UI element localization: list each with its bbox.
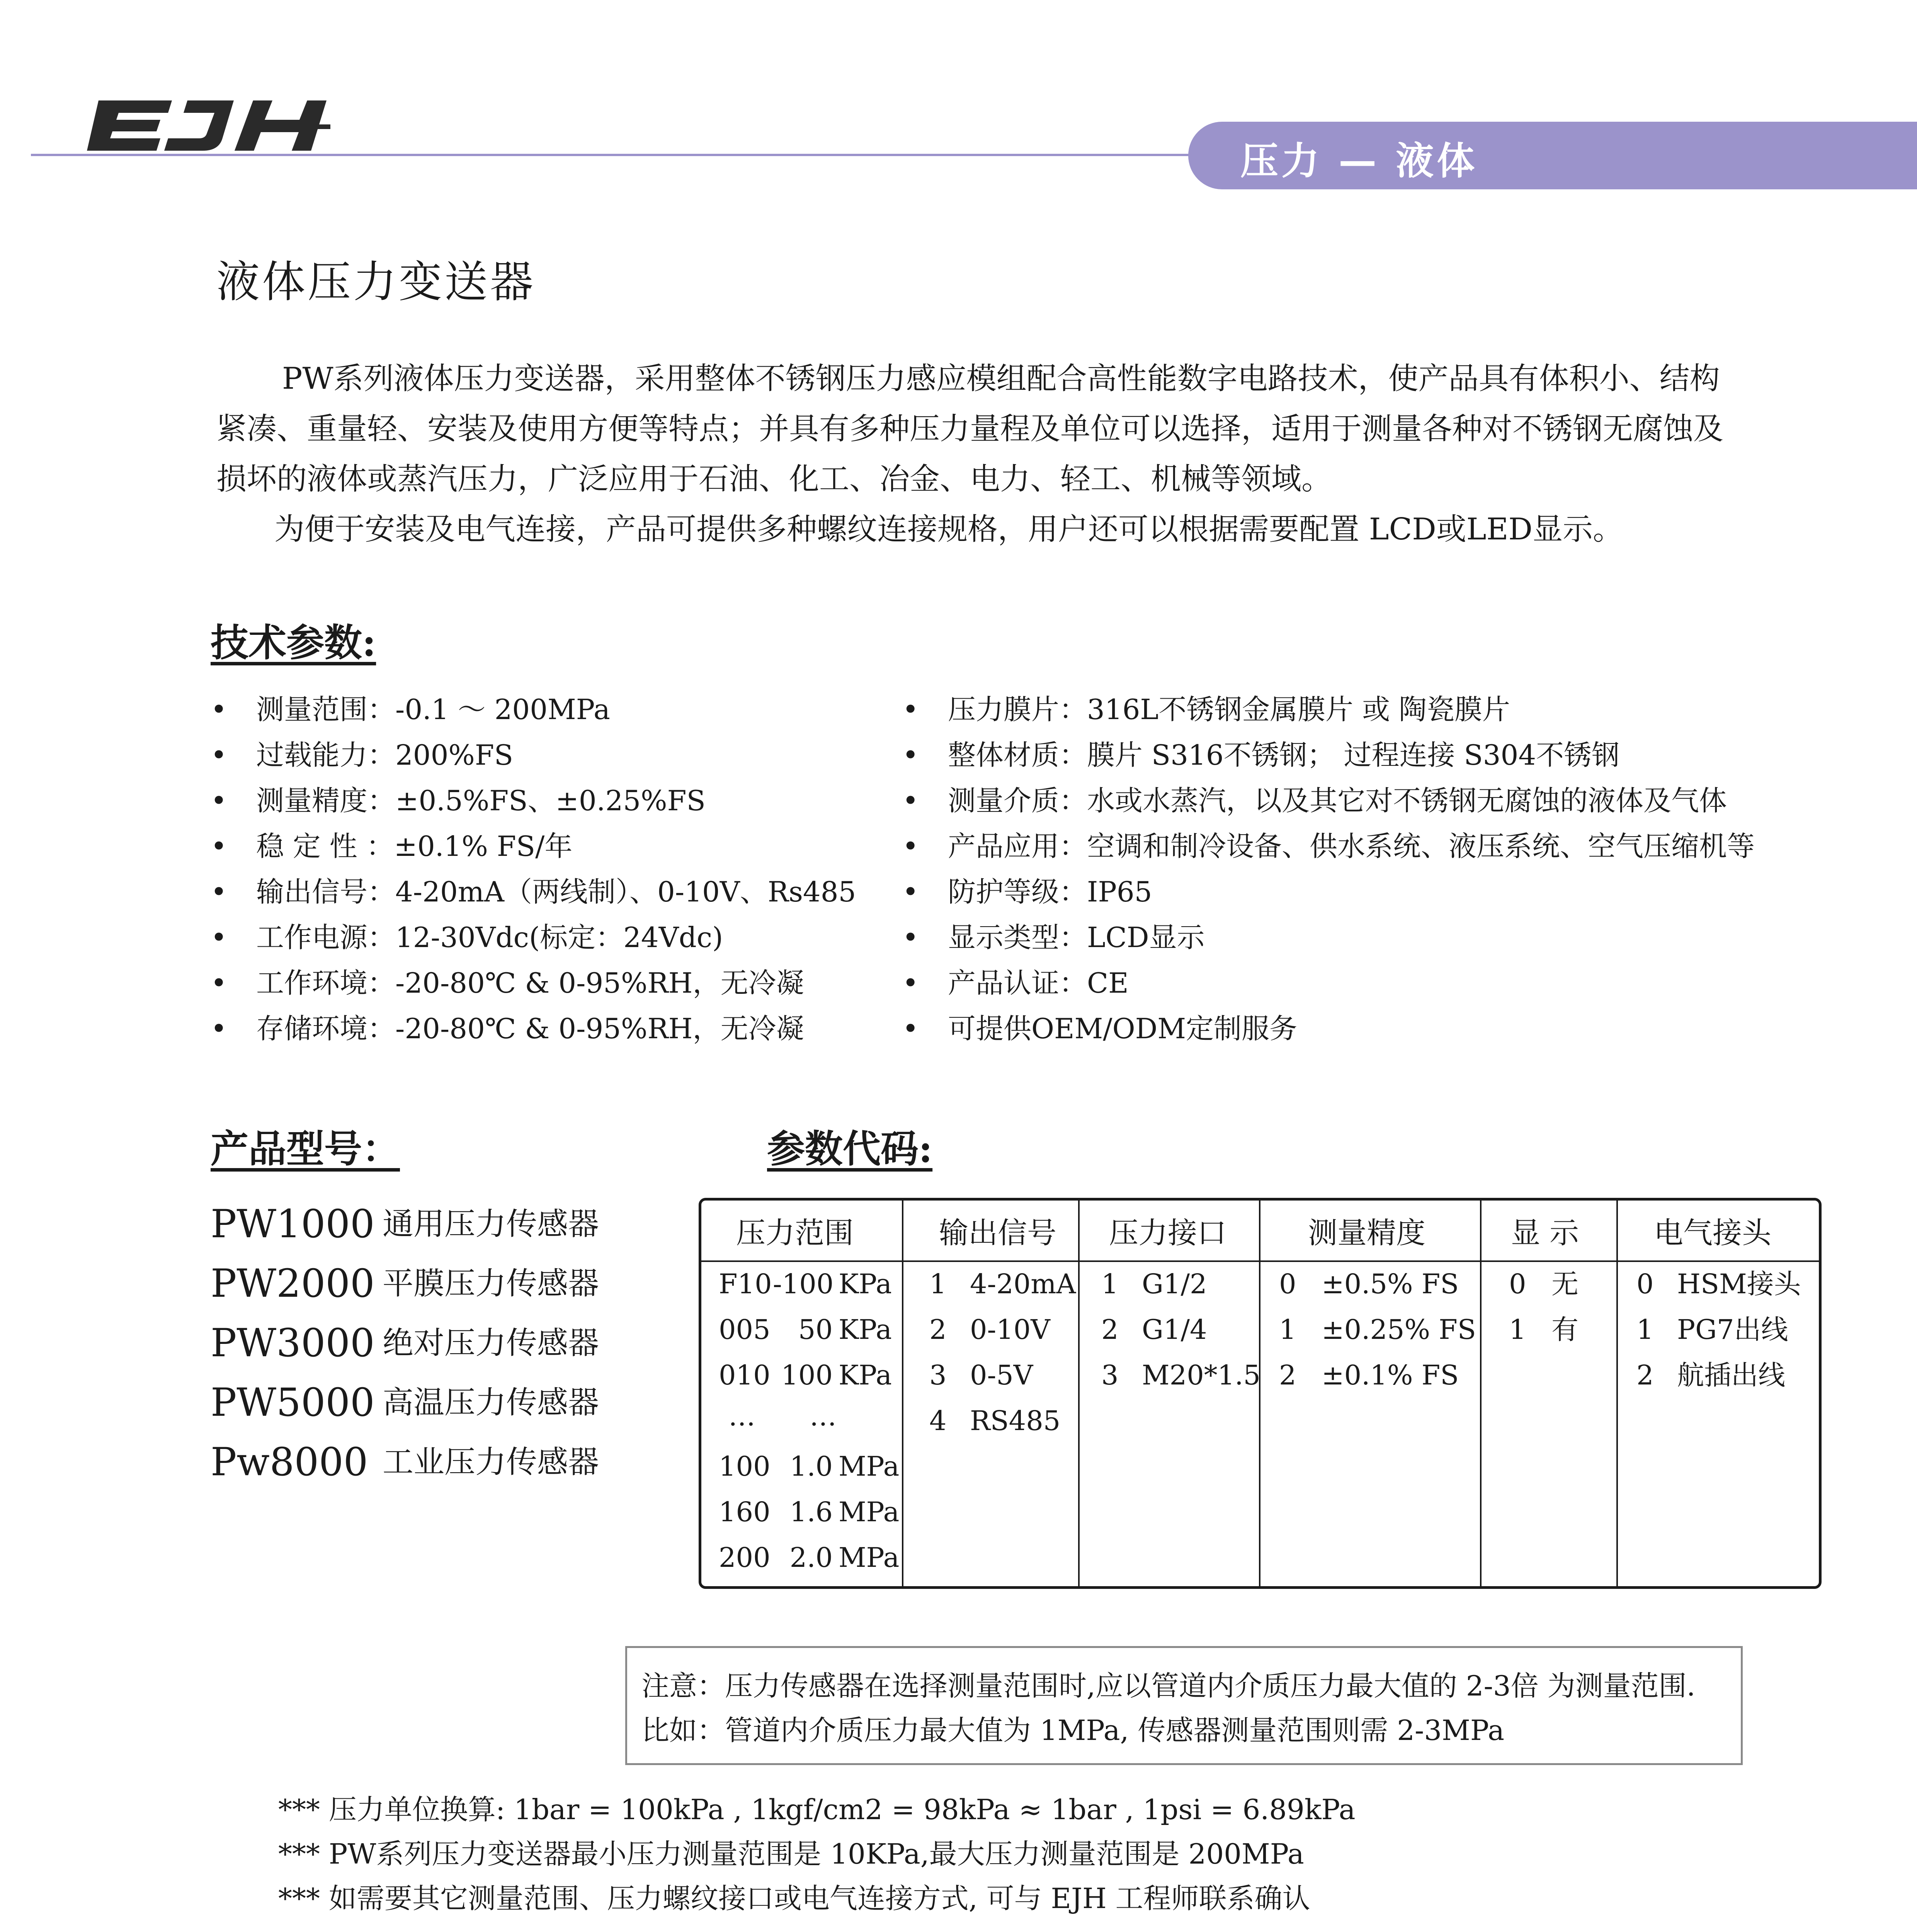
codes-heading: 参数代码: — [767, 1127, 933, 1171]
range-value: 100 — [781, 1359, 833, 1391]
connector-value: 航插出线 — [1677, 1359, 1785, 1391]
accuracy-value: ±0.1% FS — [1322, 1359, 1459, 1391]
output-value: 0-10V — [970, 1314, 1050, 1345]
spec-text: 压力膜片：316L不锈钢金属膜片 或 陶瓷膜片 — [948, 693, 1510, 726]
spec-text: 测量范围：-0.1 ～ 200MPa — [256, 693, 610, 726]
range-value: … — [810, 1400, 837, 1432]
note-line-1: 注意：压力传感器在选择测量范围时,应以管道内介质压力最大值的 2-3倍 为测量范围. — [641, 1670, 1696, 1702]
bullet: • — [902, 876, 919, 908]
col-divider — [1616, 1199, 1618, 1587]
range-code: 160 — [719, 1496, 771, 1528]
col-header-output: 输出信号 — [939, 1216, 1056, 1250]
spec-right-4 — [902, 832, 1755, 860]
connector-code: 1 — [1636, 1314, 1654, 1345]
ejh-logo — [83, 89, 338, 158]
bullet: • — [902, 967, 919, 999]
spec-text: 输出信号：4-20mA（两线制）、0-10V、Rs485 — [256, 876, 856, 908]
spec-left-3 — [211, 784, 706, 817]
spec-text: 产品认证：CE — [948, 967, 1129, 999]
spec-left-5 — [211, 878, 856, 906]
spec-text: 测量精度：±0.5%FS、±0.25%FS — [256, 784, 706, 817]
output-value: 0-5V — [970, 1359, 1033, 1391]
range-code: F10 — [719, 1268, 772, 1300]
bullet: • — [902, 1012, 919, 1045]
col-divider — [902, 1199, 903, 1587]
range-unit: MPa — [839, 1496, 900, 1528]
range-unit: MPa — [839, 1451, 900, 1482]
col-header-port: 压力接口 — [1109, 1216, 1226, 1250]
range-unit: MPa — [839, 1542, 900, 1573]
spec-text: 存储环境：-20-80℃ & 0-95%RH，无冷凝 — [256, 1012, 804, 1045]
col-header-accuracy: 测量精度 — [1308, 1216, 1425, 1250]
bullet: • — [902, 739, 919, 771]
range-code: … — [728, 1400, 755, 1432]
range-value: 1.6 — [789, 1496, 833, 1528]
remark-3: *** 如需要其它测量范围、压力螺纹接口或电气连接方式, 可与 EJH 工程师联系确认 — [278, 1882, 1310, 1915]
page-title: 液体压力变送器 — [216, 257, 536, 307]
display-code: 1 — [1509, 1314, 1526, 1345]
model-code-2: PW2000 — [211, 1261, 375, 1306]
intro-line-2: 紧凑、重量轻、安装及使用方便等特点；并具有多种压力量程及单位可以选择，适用于测量各种对不锈钢无腐蚀及 — [216, 412, 1724, 446]
bullet: • — [211, 830, 227, 862]
spec-right-5 — [902, 878, 1152, 906]
accuracy-code: 1 — [1279, 1314, 1296, 1345]
range-value: -100 — [773, 1268, 834, 1300]
port-value: M20*1.5 — [1142, 1359, 1261, 1391]
spec-text: 测量介质：水或水蒸汽，以及其它对不锈钢无腐蚀的液体及气体 — [948, 784, 1727, 817]
port-code: 3 — [1101, 1359, 1119, 1391]
spec-right-1 — [902, 693, 1510, 726]
spec-left-7 — [211, 969, 804, 997]
spec-right-2 — [902, 741, 1619, 769]
spec-right-7 — [902, 969, 1129, 997]
model-name-3: 绝对压力传感器 — [383, 1325, 599, 1361]
display-value: 无 — [1551, 1268, 1579, 1300]
accuracy-code: 2 — [1279, 1359, 1296, 1391]
spec-right-6 — [902, 921, 1205, 954]
spec-text: 产品应用：空调和制冷设备、供水系统、液压系统、空气压缩机等 — [948, 830, 1755, 862]
header-rule — [31, 154, 1190, 156]
bullet: • — [211, 1012, 227, 1045]
bullet: • — [902, 921, 919, 954]
range-code: 100 — [719, 1451, 771, 1482]
model-code-3: PW3000 — [211, 1320, 375, 1366]
note-line-2: 比如：管道内介质压力最大值为 1MPa, 传感器测量范围则需 2-3MPa — [641, 1714, 1505, 1747]
spec-text: 防护等级：IP65 — [948, 876, 1152, 908]
range-unit: KPa — [839, 1268, 892, 1300]
model-code-1: PW1000 — [211, 1201, 375, 1247]
model-code-5: Pw8000 — [211, 1439, 368, 1485]
output-code: 1 — [929, 1268, 947, 1300]
spec-text: 稳 定 性 ：±0.1% FS/年 — [256, 830, 573, 862]
specs-heading: 技术参数: — [211, 621, 376, 665]
model-name-4: 高温压力传感器 — [383, 1384, 599, 1420]
port-code: 1 — [1101, 1268, 1119, 1300]
col-divider — [1078, 1199, 1080, 1587]
bullet: • — [902, 784, 919, 817]
bullet: • — [902, 693, 919, 726]
range-value: 2.0 — [789, 1542, 833, 1573]
output-code: 4 — [929, 1405, 947, 1437]
range-unit: KPa — [839, 1314, 892, 1345]
col-header-connector: 电气接头 — [1654, 1216, 1771, 1250]
intro-line-4: 为便于安装及电气连接，产品可提供多种螺纹连接规格，用户还可以根据需要配置 LCD或LED显示。 — [274, 512, 1623, 547]
bullet: • — [211, 693, 227, 726]
spec-left-4 — [211, 832, 572, 860]
range-code: 005 — [719, 1314, 771, 1345]
output-code: 3 — [929, 1359, 947, 1391]
connector-value: PG7出线 — [1677, 1314, 1788, 1345]
connector-value: HSM接头 — [1677, 1268, 1801, 1300]
spec-left-8 — [211, 1012, 804, 1045]
accuracy-code: 0 — [1279, 1268, 1296, 1300]
col-divider — [1480, 1199, 1482, 1587]
remark-2: *** PW系列压力变送器最小压力测量范围是 10KPa,最大压力测量范围是 200MPa — [278, 1838, 1304, 1870]
bullet: • — [211, 921, 227, 954]
col-divider — [1259, 1199, 1260, 1587]
spec-left-6 — [211, 921, 723, 954]
spec-text: 整体材质：膜片 S316不锈钢； 过程连接 S304不锈钢 — [948, 739, 1620, 771]
model-name-5: 工业压力传感器 — [383, 1444, 599, 1480]
model-code-4: PW5000 — [211, 1380, 375, 1425]
intro-line-1: PW系列液体压力变送器，采用整体不锈钢压力感应模组配合高性能数字电路技术，使产品具有体积小、结构 — [282, 361, 1720, 396]
model-name-1: 通用压力传感器 — [383, 1206, 599, 1242]
range-code: 010 — [719, 1359, 771, 1391]
remark-1: *** 压力单位换算: 1bar = 100kPa , 1kgf/cm2 = 98kPa ≈ 1bar , 1psi = 6.89kPa — [278, 1793, 1356, 1826]
range-value: 50 — [798, 1314, 833, 1345]
range-value: 1.0 — [789, 1451, 833, 1482]
bullet: • — [211, 784, 227, 817]
display-code: 0 — [1509, 1268, 1526, 1300]
spec-text: 工作电源：12-30Vdc(标定：24Vdc) — [256, 921, 723, 954]
spec-text: 显示类型：LCD显示 — [948, 921, 1205, 954]
port-code: 2 — [1101, 1314, 1119, 1345]
display-value: 有 — [1551, 1314, 1579, 1345]
connector-code: 2 — [1636, 1359, 1654, 1391]
bullet: • — [211, 876, 227, 908]
bullet: • — [902, 830, 919, 862]
range-code: 200 — [719, 1542, 771, 1573]
bullet: • — [211, 739, 227, 771]
col-header-range: 压力范围 — [736, 1216, 854, 1250]
accuracy-value: ±0.25% FS — [1322, 1314, 1476, 1345]
bullet: • — [211, 967, 227, 999]
range-unit: KPa — [839, 1359, 892, 1391]
spec-right-8 — [902, 1012, 1298, 1045]
intro-line-3: 损坏的液体或蒸汽压力，广泛应用于石油、化工、冶金、电力、轻工、机械等领域。 — [216, 462, 1332, 497]
spec-left-1 — [211, 693, 610, 726]
spec-text: 过载能力：200%FS — [256, 739, 514, 771]
port-value: G1/4 — [1142, 1314, 1207, 1345]
model-name-2: 平膜压力传感器 — [383, 1265, 599, 1301]
col-header-display: 显 示 — [1511, 1216, 1579, 1250]
category-label: 压力 — 液体 — [1240, 139, 1478, 183]
output-value: RS485 — [970, 1405, 1061, 1437]
models-heading: 产品型号： — [211, 1127, 400, 1171]
spec-left-2 — [211, 741, 513, 769]
spec-text: 工作环境：-20-80℃ & 0-95%RH，无冷凝 — [256, 967, 804, 999]
accuracy-value: ±0.5% FS — [1322, 1268, 1459, 1300]
spec-right-3 — [902, 784, 1727, 817]
connector-code: 0 — [1636, 1268, 1654, 1300]
spec-text: 可提供OEM/ODM定制服务 — [948, 1012, 1298, 1045]
output-code: 2 — [929, 1314, 947, 1345]
port-value: G1/2 — [1142, 1268, 1207, 1300]
output-value: 4-20mA — [970, 1268, 1076, 1300]
